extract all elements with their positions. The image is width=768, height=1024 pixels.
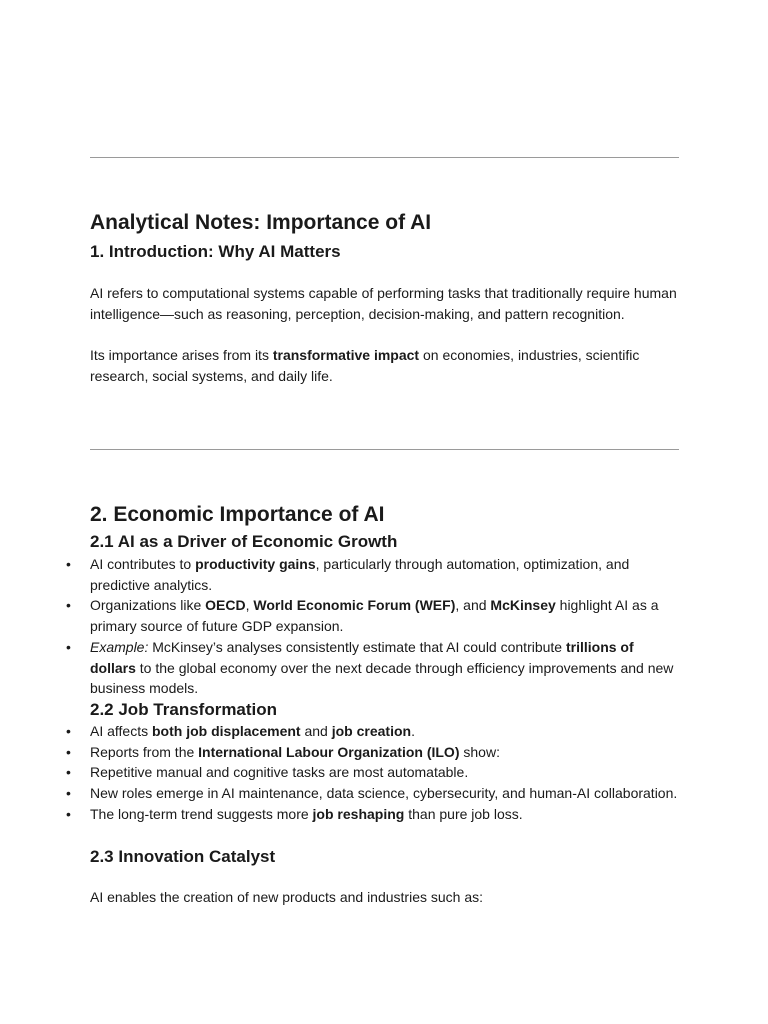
subsection-2-3-paragraph: AI enables the creation of new products and industries such as: (90, 889, 484, 905)
document-title: Analytical Notes: Importance of AI (90, 211, 432, 234)
section-1-paragraph-2: Its importance arises from its transformative impact on economies, industries, scientific research, social systems, and daily life. (90, 347, 640, 384)
list-item: • Reports from the International Labour Organization (ILO) show: (90, 742, 682, 763)
section-1-paragraph-1: AI refers to computational systems capable of performing tasks that traditionally require human intelligence—such as reasoning, perception, decision-making, and pattern recognition. (90, 285, 677, 322)
section-1-heading: 1. Introduction: Why AI Matters (90, 242, 341, 261)
list-item: • AI contributes to productivity gains, particularly through automation, optimization, and predictive analytics. (90, 554, 682, 595)
subsection-2-3-heading: 2.3 Innovation Catalyst (90, 847, 276, 866)
horizontal-rule-middle (90, 449, 679, 450)
list-item: • Repetitive manual and cognitive tasks are most automatable. (90, 762, 682, 783)
subsection-2-1-heading: 2.1 AI as a Driver of Economic Growth (90, 532, 398, 551)
horizontal-rule-top (90, 157, 679, 158)
section-2-heading: 2. Economic Importance of AI (90, 503, 385, 526)
list-item: • The long-term trend suggests more job reshaping than pure job loss. (90, 804, 682, 825)
list-item: • Example: McKinsey’s analyses consistently estimate that AI could contribute trillions of dollars to the global economy over the next decade through efficiency improvements and new business models. (90, 637, 682, 699)
subsection-2-1-list (90, 554, 682, 699)
list-item: • New roles emerge in AI maintenance, data science, cybersecurity, and human-AI collaboration. (90, 783, 682, 804)
list-item: • AI affects both job displacement and job creation. (90, 721, 682, 742)
subsection-2-2-list (90, 721, 682, 825)
subsection-2-2-heading: 2.2 Job Transformation (90, 700, 278, 719)
list-item: • Organizations like OECD, World Economic Forum (WEF), and McKinsey highlight AI as a primary source of future GDP expansion. (90, 595, 682, 636)
